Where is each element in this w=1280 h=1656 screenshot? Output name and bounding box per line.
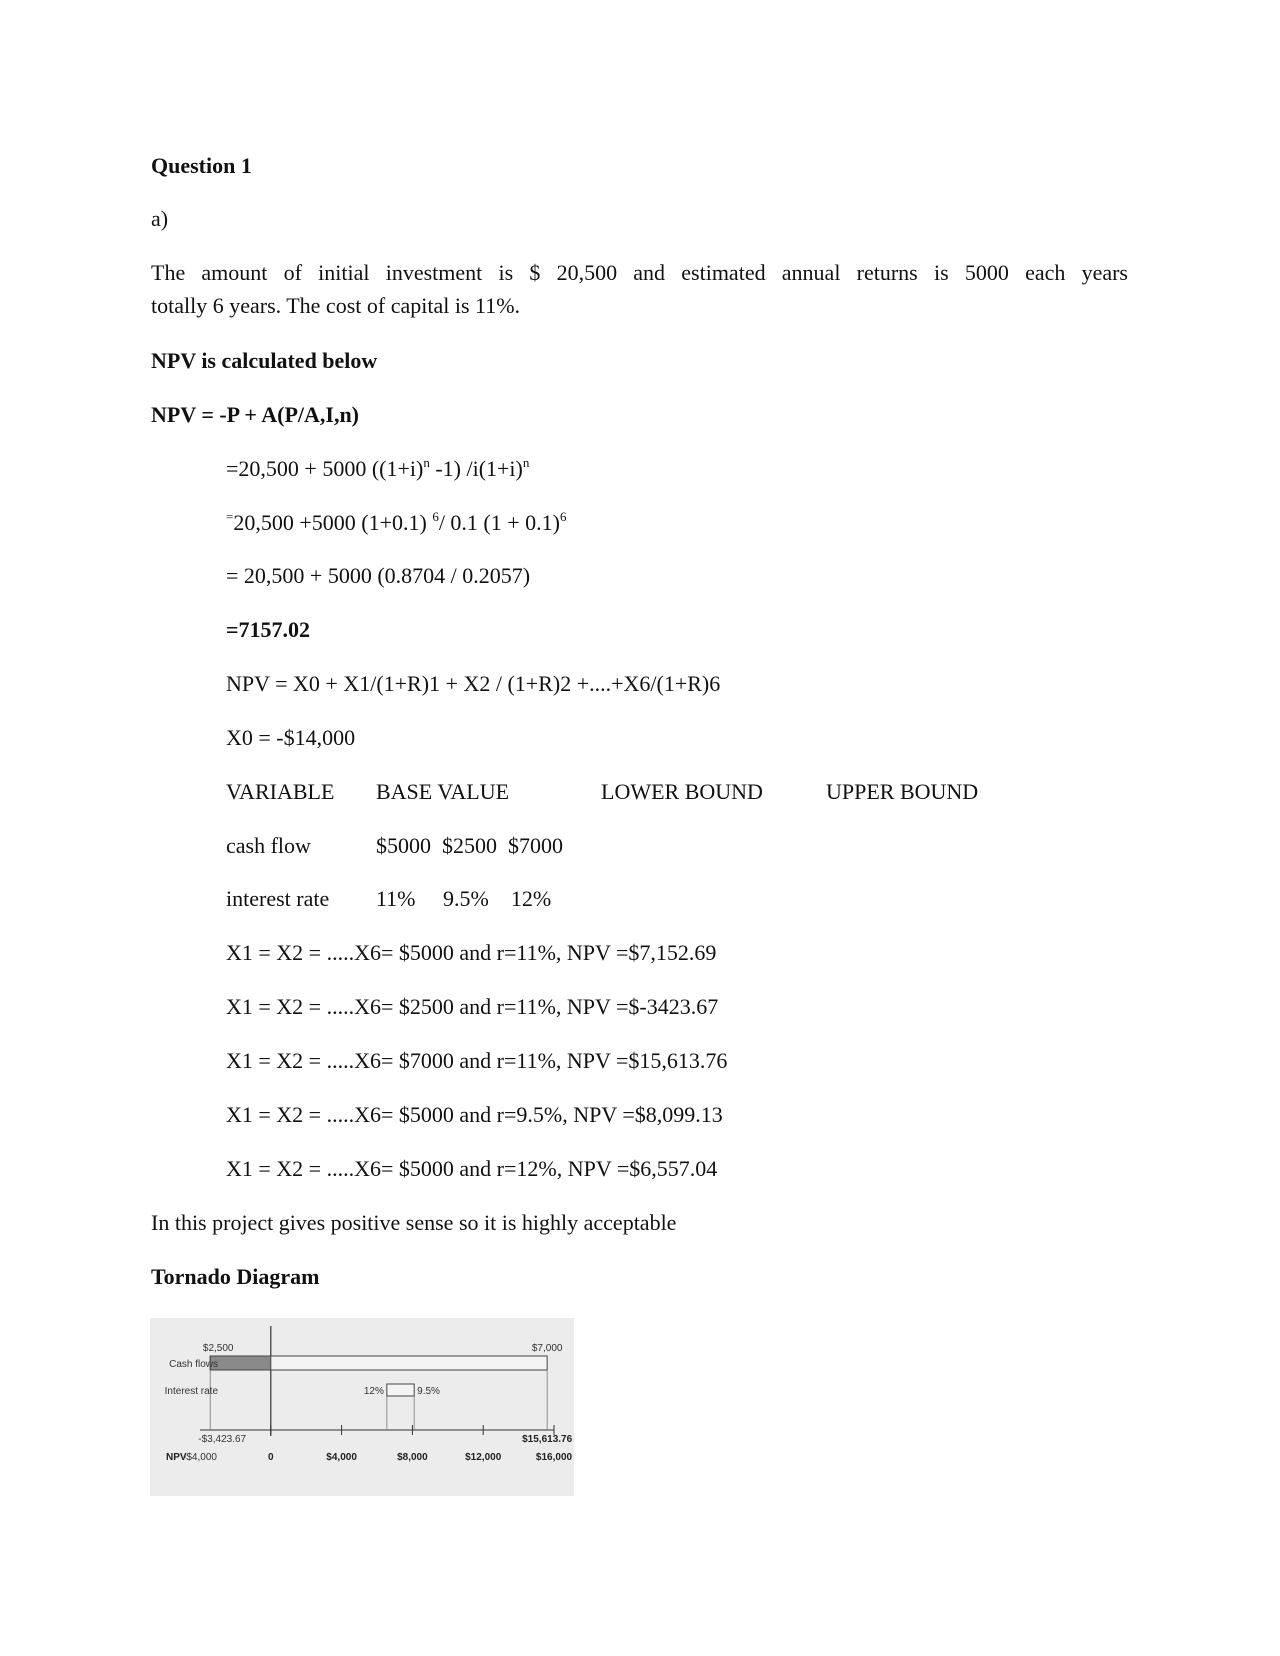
annotation-low: -$3,423.67 — [198, 1434, 247, 1445]
tornado-category-label: Cash flows — [169, 1359, 218, 1370]
scenario-line: X1 = X2 = .....X6= $5000 and r=12%, NPV =$6,557.04 — [226, 1156, 718, 1181]
x-axis-label: NPV — [166, 1452, 187, 1463]
calc-line-2-sup-1: 6 — [432, 509, 439, 524]
calc-line-2-part-b: / 0.1 (1 + 0.1) — [438, 510, 560, 535]
tornado-chart — [150, 1318, 574, 1496]
x-tick-label: $12,000 — [465, 1452, 502, 1463]
table-row-values: 11% 9.5% 12% — [376, 886, 552, 911]
calc-line-1-part-a: =20,500 + 5000 ((1+i) — [226, 456, 424, 481]
table-row-variable: cash flow — [226, 833, 311, 858]
table-header-variable: VARIABLE — [226, 779, 335, 804]
tornado-svg — [150, 1318, 574, 1496]
x0-value: X0 = -$14,000 — [226, 725, 356, 750]
table-row-variable: interest rate — [226, 886, 330, 911]
table-header-base: BASE VALUE — [376, 779, 510, 804]
part-label: a) — [151, 206, 169, 231]
x-tick-label: $16,000 — [535, 1452, 573, 1463]
calc-line-1 — [226, 455, 529, 483]
calc-line-1-part-b: -1) /i(1+i) — [429, 456, 523, 481]
intro-line-2: totally 6 years. The cost of capital is 11%. — [151, 293, 521, 318]
tornado-category-label: Interest rate — [164, 1386, 218, 1397]
x-tick-label: 0 — [268, 1452, 274, 1463]
question-heading: Question 1 — [151, 153, 252, 178]
calc-line-1-sup-2: n — [522, 455, 530, 470]
calc-line-2-sup-2: 6 — [559, 509, 567, 524]
table-row-values: $5000 $2500 $7000 — [376, 833, 563, 858]
bar-high-label: $7,000 — [531, 1343, 563, 1354]
tornado-bar — [387, 1384, 414, 1396]
intro-line-1: The amount of initial investment is $ 20,500 and estimated annual returns is 5000 each years — [151, 260, 1128, 285]
table-header-upper: UPPER BOUND — [826, 779, 979, 804]
bar-low-label: $2,500 — [202, 1343, 234, 1354]
tornado-bar-negative — [210, 1356, 271, 1370]
calc-line-2-part-a: 20,500 +5000 (1+0.1) — [233, 510, 433, 535]
x-tick-label: -$4,000 — [183, 1452, 217, 1463]
annotation-high: $15,613.76 — [522, 1434, 573, 1445]
npv-expansion: NPV = X0 + X1/(1+R)1 + X2 / (1+R)2 +....+X6/(1+R)6 — [226, 671, 721, 696]
scenario-line: X1 = X2 = .....X6= $5000 and r=9.5%, NPV =$8,099.13 — [226, 1102, 723, 1127]
scenario-line: X1 = X2 = .....X6= $5000 and r=11%, NPV =$7,152.69 — [226, 940, 717, 965]
calc-line-1-sup-1: n — [423, 455, 430, 470]
bar-low-label: 12% — [363, 1386, 384, 1397]
calc-line-2 — [226, 509, 566, 537]
calc-line-2-prefix: = — [226, 509, 234, 524]
x-tick-label: $4,000 — [326, 1452, 357, 1463]
bar-high-label: 9.5% — [417, 1386, 440, 1397]
calc-result: =7157.02 — [226, 617, 311, 642]
x-tick-label: $8,000 — [397, 1452, 428, 1463]
tornado-heading: Tornado Diagram — [151, 1264, 320, 1289]
calc-line-3: = 20,500 + 5000 (0.8704 / 0.2057) — [226, 563, 531, 588]
table-header-lower: LOWER BOUND — [601, 779, 763, 804]
scenario-line: X1 = X2 = .....X6= $7000 and r=11%, NPV =$15,613.76 — [226, 1048, 728, 1073]
npv-heading: NPV is calculated below — [151, 348, 378, 373]
npv-formula: NPV = -P + A(P/A,I,n) — [151, 402, 360, 427]
scenario-line: X1 = X2 = .....X6= $2500 and r=11%, NPV =$-3423.67 — [226, 994, 719, 1019]
conclusion: In this project gives positive sense so it is highly acceptable — [151, 1210, 677, 1235]
